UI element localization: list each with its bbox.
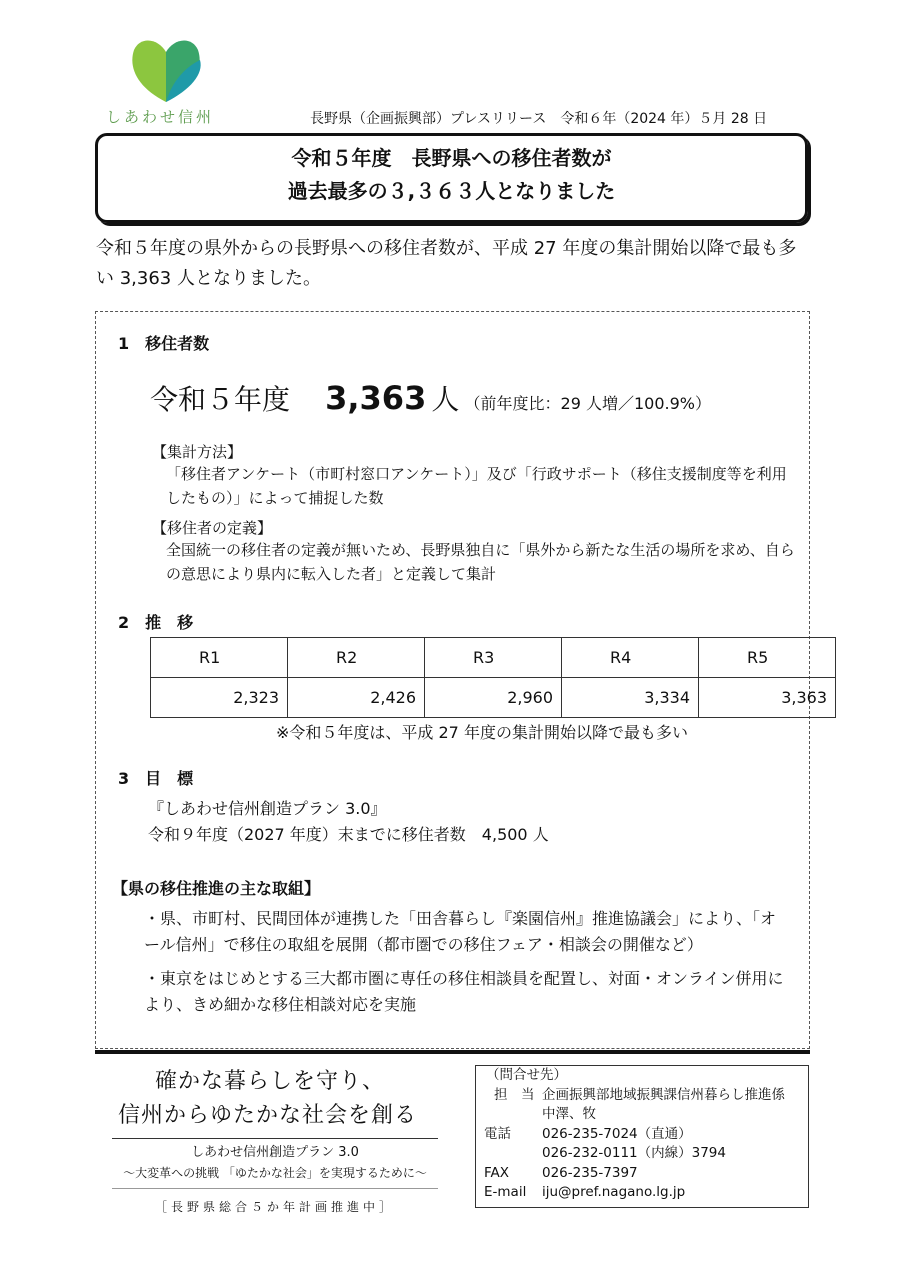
slogan-line-1: 確かな暮らしを守り、: [155, 1069, 386, 1094]
headline-count: 3,363: [325, 379, 427, 417]
release-source: 長野県（企画振興部）プレスリリース: [310, 111, 547, 127]
table-header-cell: R3: [425, 638, 562, 678]
trend-table: [150, 637, 836, 718]
table-header-row: [151, 638, 836, 678]
table-cell: 3,334: [562, 678, 699, 718]
table-cell: 3,363: [699, 678, 836, 718]
table-cell: 2,426: [288, 678, 425, 718]
method-text: 「移住者アンケート（市町村窓口アンケート）」及び「行政サポート（移住支援制度等を利用したもの）」によって捕捉した数: [166, 465, 787, 507]
effort-item: ・県、市町村、民間団体が連携した「田舎暮らし『楽園信州』推進協議会」により、「オール信州」で移住の取組を展開（都市圏での移住フェア・相談会の開催など）: [144, 909, 777, 954]
table-row: [151, 678, 836, 718]
plan-note: ［長野県総合５か年計画推進中］: [154, 1200, 395, 1214]
intro-paragraph: 令和５年度の県外からの長野県への移住者数が、平成 27 年度の集計開始以降で最も多い 3,363 人となりました。: [96, 238, 797, 289]
title-box: [95, 133, 808, 223]
section-3-heading: 3 目 標: [118, 769, 194, 788]
headline-unit: 人: [431, 383, 460, 416]
release-header: [310, 108, 767, 128]
target-text: 令和９年度（2027 年度）末までに移住者数 4,500 人: [148, 825, 549, 844]
section-1-heading: 1 移住者数: [118, 334, 210, 353]
effort-item: ・東京をはじめとする三大都市圏に専任の移住相談員を配置し、対面・オンライン併用により、きめ細かな移住相談対応を実施: [144, 969, 784, 1014]
logo-text: しあわせ信州: [106, 108, 215, 126]
title-line-2: 過去最多の３,３６３人となりました: [287, 179, 616, 203]
table-header-cell: R2: [288, 638, 425, 678]
contact-value: 企画振興部地域振興課信州暮らし推進係: [542, 1086, 785, 1103]
contact-value: 026-232-0111（内線）3794: [542, 1145, 726, 1161]
release-date: 令和６年（2024 年）５月 28 日: [560, 111, 768, 127]
plan-name: しあわせ信州創造プラン 3.0: [191, 1145, 359, 1160]
definition-text: 全国統一の移住者の定義が無いため、長野県独自に「県外から新たな生活の場所を求め、自らの意思により県内に転入した者」と定義して集計: [166, 541, 795, 583]
plan-subtitle: ～大変革への挑戦 「ゆたかな社会」を実現するために～: [123, 1166, 427, 1180]
headline-comparison: （前年度比：29 人増／100.9%）: [464, 394, 711, 413]
plan-block: [112, 1142, 438, 1184]
table-note: ※令和５年度は、平成 27 年度の集計開始以降で最も多い: [276, 723, 688, 742]
heart-logo-icon: [128, 38, 204, 104]
title-line-1: 令和５年度 長野県への移住者数が: [291, 146, 612, 170]
contact-key: E-mail: [484, 1184, 527, 1200]
footer-divider: [95, 1050, 810, 1054]
target-plan: 『しあわせ信州創造プラン 3.0』: [148, 799, 387, 818]
count-headline: [150, 378, 711, 418]
contact-value: 中澤、牧: [542, 1106, 596, 1122]
section-2-heading: 2 推 移: [118, 613, 194, 632]
contact-email[interactable]: iju@pref.nagano.lg.jp: [542, 1184, 686, 1200]
table-header-cell: R1: [151, 638, 288, 678]
slogan-line-2: 信州からゆたかな社会を創る: [118, 1103, 418, 1128]
table-cell: 2,960: [425, 678, 562, 718]
contact-key: 担 当: [494, 1086, 535, 1103]
contact-key: 電話: [484, 1125, 511, 1142]
headline-year: 令和５年度: [150, 383, 291, 416]
contact-value: 026-235-7397: [542, 1164, 638, 1181]
contact-label: （問合せ先）: [486, 1067, 567, 1083]
divider: [112, 1138, 438, 1139]
divider: [112, 1188, 438, 1189]
contact-box: [475, 1065, 809, 1208]
table-cell: 2,323: [151, 678, 288, 718]
efforts-heading: 【県の移住推進の主な取組】: [112, 879, 321, 898]
table-header-cell: R4: [562, 638, 699, 678]
definition-label: 【移住者の定義】: [152, 519, 273, 537]
contact-value: 026-235-7024（直通）: [542, 1125, 692, 1142]
contact-key: FAX: [484, 1164, 510, 1181]
method-label: 【集計方法】: [152, 443, 243, 461]
table-header-cell: R5: [699, 638, 836, 678]
